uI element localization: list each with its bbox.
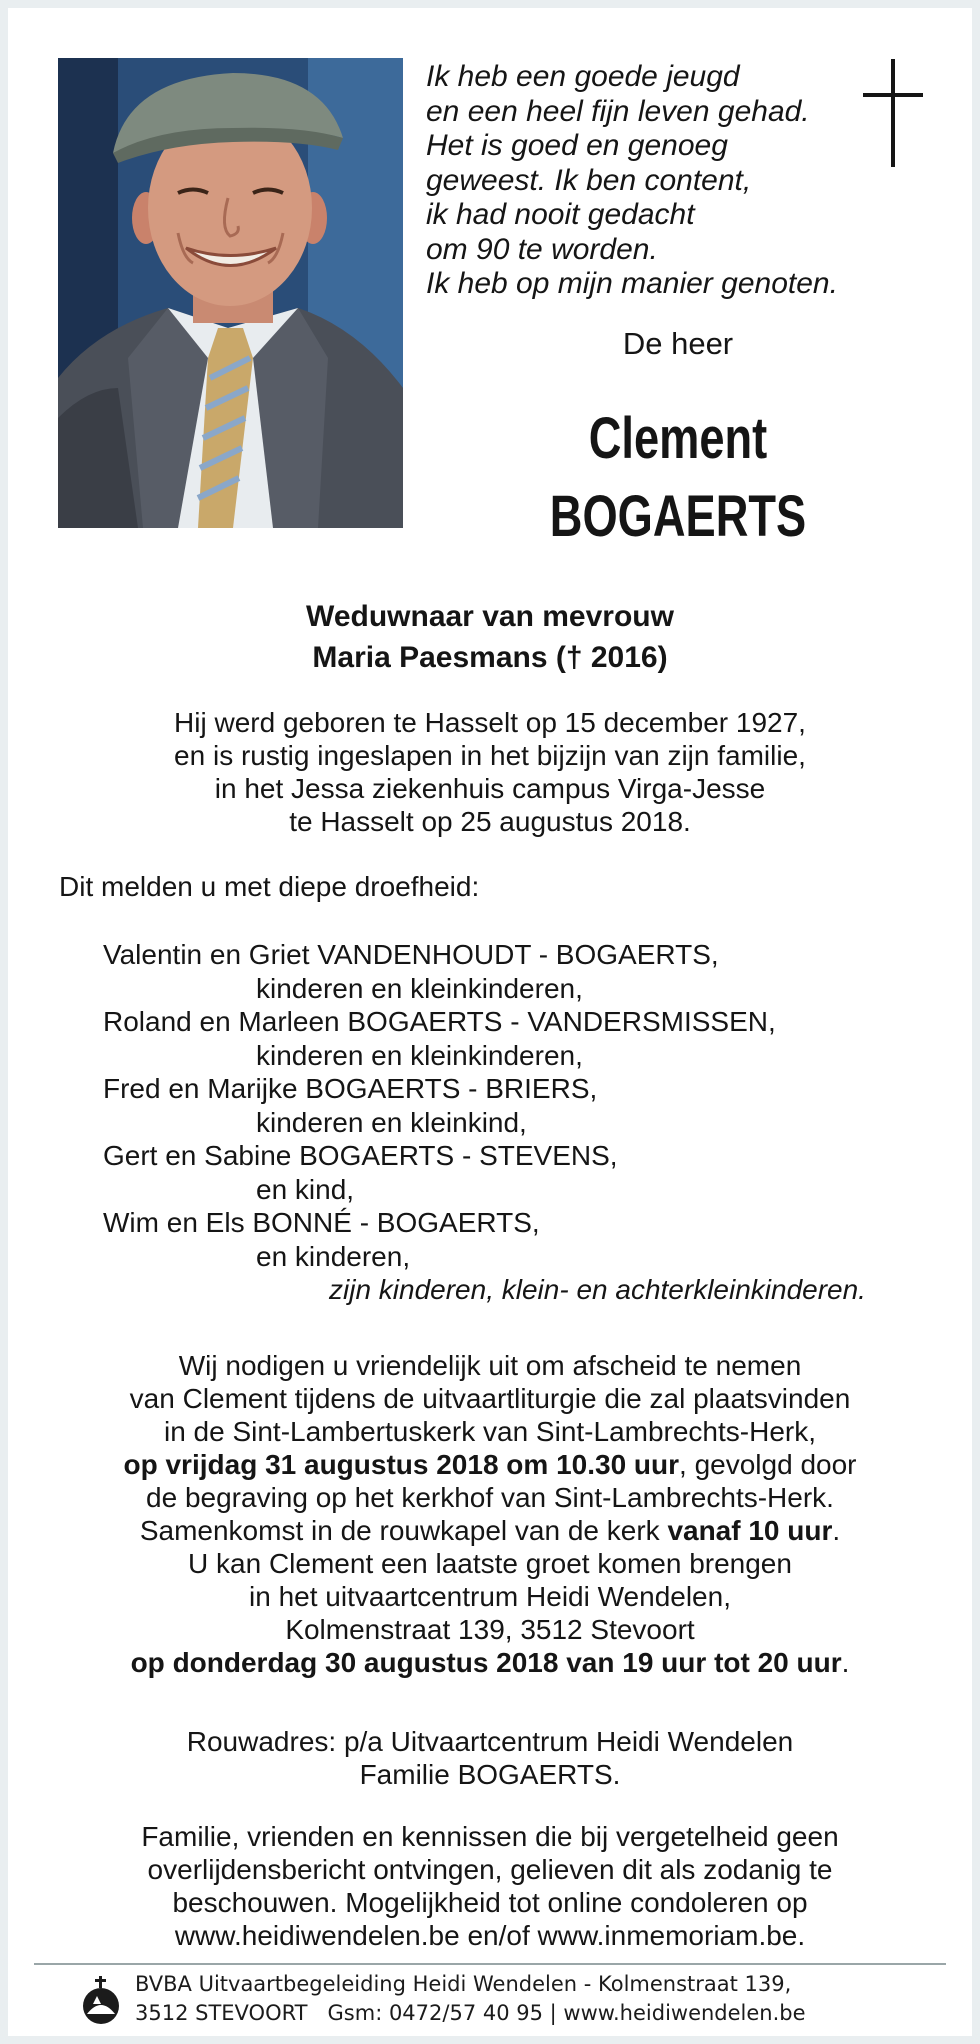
details-line: in het Jessa ziekenhuis campus Virga-Jesse bbox=[214, 773, 766, 804]
invite-text: . bbox=[832, 1515, 841, 1546]
family-member: Fred en Marijke BOGAERTS - BRIERS, bbox=[103, 1073, 598, 1104]
footer-divider bbox=[34, 1963, 946, 1965]
family-member: Roland en Marleen BOGAERTS - VANDERSMISSEN, bbox=[103, 1006, 776, 1037]
family-relation: kinderen en kleinkinderen, bbox=[256, 1039, 583, 1071]
footer-line: BVBA Uitvaartbegeleiding Heidi Wendelen - Kolmenstraat 139, bbox=[135, 1972, 792, 1996]
closing-line: Familie, vrienden en kennissen die bij vergetelheid geen bbox=[141, 1821, 839, 1852]
birth-death-details bbox=[8, 706, 972, 838]
portrait-photo bbox=[58, 58, 403, 528]
family-relation: en kind, bbox=[256, 1173, 355, 1205]
family-member: Valentin en Griet VANDENHOUDT - BOGAERTS, bbox=[103, 939, 719, 970]
poem bbox=[426, 60, 876, 302]
deceased-name bbox=[467, 400, 888, 556]
widower-line: Weduwnaar van mevrouw bbox=[306, 600, 674, 633]
invite-line: de begraving op het kerkhof van Sint-Lambrechts-Herk. bbox=[146, 1482, 834, 1513]
invite-line: in het uitvaartcentrum Heidi Wendelen, bbox=[249, 1581, 731, 1612]
invite-line bbox=[8, 1646, 972, 1679]
invite-text: , gevolgd door bbox=[679, 1449, 857, 1480]
family-relation: kinderen en kleinkind, bbox=[256, 1106, 527, 1138]
invite-line: U kan Clement een laatste groet komen brengen bbox=[188, 1548, 792, 1579]
funeral-date: op vrijdag 31 augustus 2018 om 10.30 uur bbox=[123, 1449, 680, 1480]
family-closing: zijn kinderen, klein- en achterkleinkinderen. bbox=[329, 1274, 866, 1305]
obituary-page bbox=[8, 8, 972, 2036]
funeral-invitation bbox=[8, 1349, 972, 1679]
family-member: Wim en Els BONNÉ - BOGAERTS, bbox=[103, 1207, 540, 1238]
invite-text: Samenkomst in de rouwkapel van de kerk bbox=[139, 1515, 668, 1546]
poem-line: om 90 te worden. bbox=[426, 232, 658, 266]
closing-line: www.heidiwendelen.be en/of www.inmemoriam.be. bbox=[174, 1920, 806, 1951]
family-relation: en kinderen, bbox=[256, 1240, 411, 1272]
footer-line: 3512 STEVOORT Gsm: 0472/57 40 95 | www.heidiwendelen.be bbox=[135, 2001, 806, 2025]
poem-line: Het is goed en genoeg bbox=[426, 129, 728, 162]
invite-line bbox=[8, 1514, 972, 1547]
family-list bbox=[103, 938, 866, 1307]
details-line: te Hasselt op 25 augustus 2018. bbox=[289, 806, 691, 837]
last-name: BOGAERTS bbox=[549, 484, 807, 549]
footer-company-info bbox=[135, 1970, 806, 2028]
invite-line: Kolmenstraat 139, 3512 Stevoort bbox=[285, 1614, 695, 1645]
invite-line bbox=[8, 1448, 972, 1481]
details-line: Hij werd geboren te Hasselt op 15 december 1927, bbox=[174, 707, 806, 738]
cross-icon bbox=[863, 59, 923, 167]
closing-line: beschouwen. Mogelijkheid tot online condoleren op bbox=[172, 1887, 808, 1918]
poem-line: ik had nooit gedacht bbox=[426, 198, 695, 231]
portrait-illustration bbox=[58, 58, 403, 528]
family-relation: kinderen en kleinkinderen, bbox=[256, 972, 583, 1004]
poem-line: Ik heb op mijn manier genoten. bbox=[426, 267, 838, 300]
funeral-home-logo-icon bbox=[79, 1974, 123, 2028]
visitation-date: op donderdag 30 augustus 2018 van 19 uur tot 20 uur bbox=[130, 1647, 842, 1678]
invite-line: van Clement tijdens de uitvaartliturgie die zal plaatsvinden bbox=[129, 1383, 851, 1414]
first-name: Clement bbox=[588, 406, 768, 471]
invite-line: Wij nodigen u vriendelijk uit om afscheid te nemen bbox=[178, 1350, 802, 1381]
poem-line: Ik heb een goede jeugd bbox=[426, 60, 740, 93]
closing-line: overlijdensbericht ontvingen, gelieven dit als zodanig te bbox=[147, 1854, 833, 1885]
mourning-address bbox=[8, 1725, 972, 1791]
gathering-time: vanaf 10 uur bbox=[667, 1515, 833, 1546]
salutation: De heer bbox=[622, 326, 734, 361]
address-line: Rouwadres: p/a Uitvaartcentrum Heidi Wendelen bbox=[186, 1726, 794, 1757]
closing-note bbox=[8, 1820, 972, 1952]
family-member: Gert en Sabine BOGAERTS - STEVENS, bbox=[103, 1140, 618, 1171]
announcement-intro: Dit melden u met diepe droefheid: bbox=[59, 871, 480, 902]
invite-text: . bbox=[841, 1647, 850, 1678]
address-line: Familie BOGAERTS. bbox=[359, 1759, 621, 1790]
details-line: en is rustig ingeslapen in het bijzijn van zijn familie, bbox=[174, 740, 806, 771]
invite-line: in de Sint-Lambertuskerk van Sint-Lambrechts-Herk, bbox=[163, 1416, 817, 1447]
widower-line: Maria Paesmans († 2016) bbox=[312, 641, 668, 674]
poem-line: en een heel fijn leven gehad. bbox=[426, 94, 810, 128]
poem-line: geweest. Ik ben content, bbox=[426, 163, 752, 197]
widower-note bbox=[8, 596, 972, 678]
